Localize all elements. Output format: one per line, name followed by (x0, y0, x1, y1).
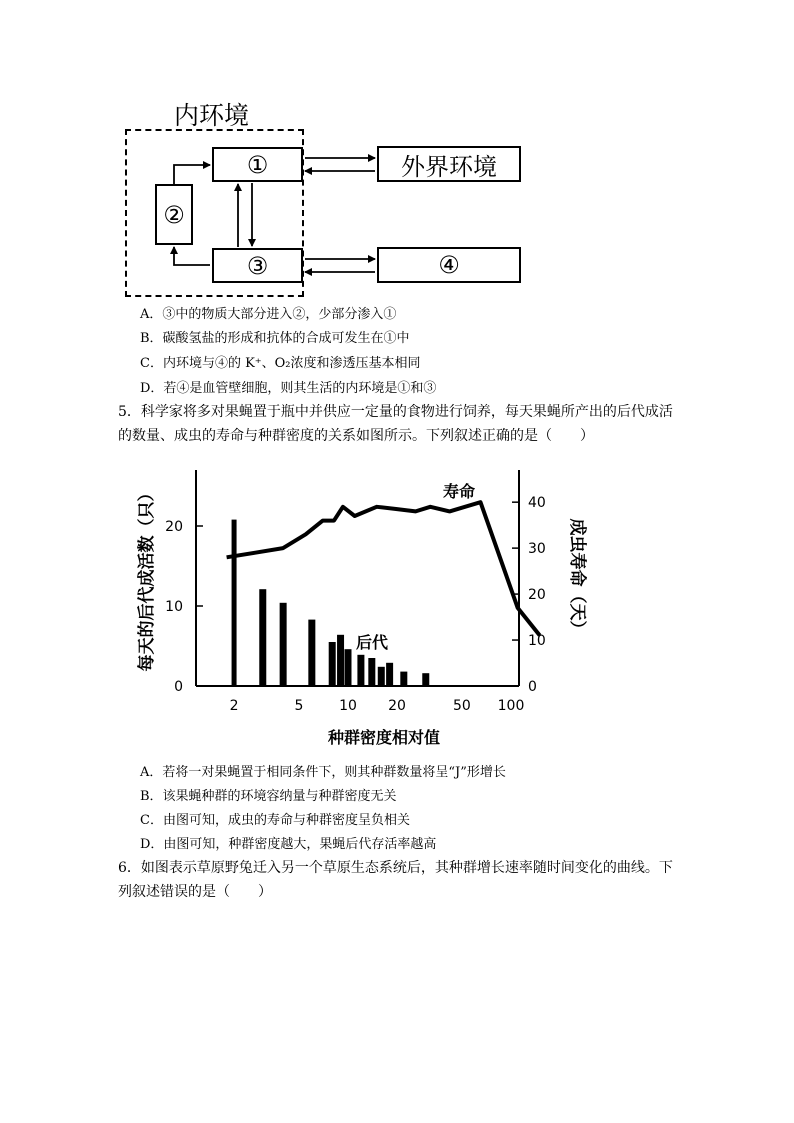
right-tick-label: 40 (528, 495, 546, 512)
right-tick-label: 0 (528, 679, 537, 695)
offspring-bar (329, 642, 336, 686)
q4-option-b: B．碳酸氢盐的形成和抗体的合成可发生在①中 (140, 331, 410, 346)
q5-stem-line2: 的数量、成虫的寿命与种群密度的关系如图所示。下列叙述正确的是（ ） (118, 428, 594, 444)
left-tick-label: 20 (165, 519, 183, 535)
q4-option-c: C．内环境与④的 K⁺、O₂浓度和渗透压基本相同 (140, 356, 421, 371)
node-4: ④ (377, 247, 521, 283)
external-environment-box: 外界环境 (377, 146, 521, 182)
x-tick-label: 100 (497, 698, 525, 714)
offspring-series-label: 后代 (356, 633, 389, 652)
x-tick-label: 50 (453, 698, 471, 714)
q5-option-c: C．由图可知，成虫的寿命与种群密度呈负相关 (140, 813, 410, 828)
offspring-bar (345, 649, 352, 686)
right-tick-label: 10 (528, 633, 546, 650)
offspring-bar (368, 658, 375, 686)
right-tick-label: 20 (528, 587, 546, 604)
diagram-title: 内环境 (174, 101, 250, 130)
offspring-bar (280, 603, 287, 686)
offspring-bar (422, 673, 429, 686)
q5-stem-line1: 5．科学家将多对果蝇置于瓶中并供应一定量的食物进行饲养，每天果蝇所产出的后代成活 (118, 404, 673, 420)
q5-option-d: D．由图可知，种群密度越大，果蝇后代存活率越高 (140, 837, 437, 852)
lifespan-line (227, 502, 540, 635)
q4-option-d: D．若④是血管壁细胞，则其生活的内环境是①和③ (140, 381, 437, 396)
offspring-bar (232, 520, 237, 686)
right-tick-label: 30 (528, 541, 546, 558)
offspring-bar (378, 667, 385, 686)
q6-stem-line2: 列叙述错误的是（ ） (118, 884, 272, 900)
right-axis-title: 成虫寿命（天） (567, 518, 587, 638)
x-tick-label: 10 (339, 698, 357, 714)
x-tick-label: 2 (229, 698, 239, 714)
x-tick-label: 5 (294, 698, 304, 714)
offspring-bar (357, 655, 364, 686)
left-tick-label: 10 (165, 599, 183, 615)
q4-option-a: A．③中的物质大部分进入②，少部分渗入① (140, 307, 397, 322)
q5-option-a: A．若将一对果蝇置于相同条件下，则其种群数量将呈“J”形增长 (140, 765, 506, 780)
lifespan-series-label: 寿命 (443, 482, 476, 501)
node-1: ① (212, 147, 303, 182)
node-3: ③ (212, 248, 303, 283)
q6-stem-line1: 6．如图表示草原野兔迁入另一个草原生态系统后，其种群增长速率随时间变化的曲线。下 (118, 860, 673, 876)
node-2: ② (155, 184, 193, 245)
q5-option-b: B．该果蝇种群的环境容纳量与种群密度无关 (140, 789, 397, 804)
x-tick-label: 20 (388, 698, 406, 714)
offspring-bar (386, 663, 393, 686)
x-axis-title: 种群密度相对值 (327, 728, 441, 747)
offspring-bar (400, 672, 407, 686)
offspring-bar (308, 620, 315, 686)
offspring-bar (337, 635, 344, 686)
left-tick-label: 0 (174, 679, 183, 695)
left-axis-title: 每天的后代成活数（只） (137, 484, 157, 672)
offspring-bar (259, 589, 266, 686)
